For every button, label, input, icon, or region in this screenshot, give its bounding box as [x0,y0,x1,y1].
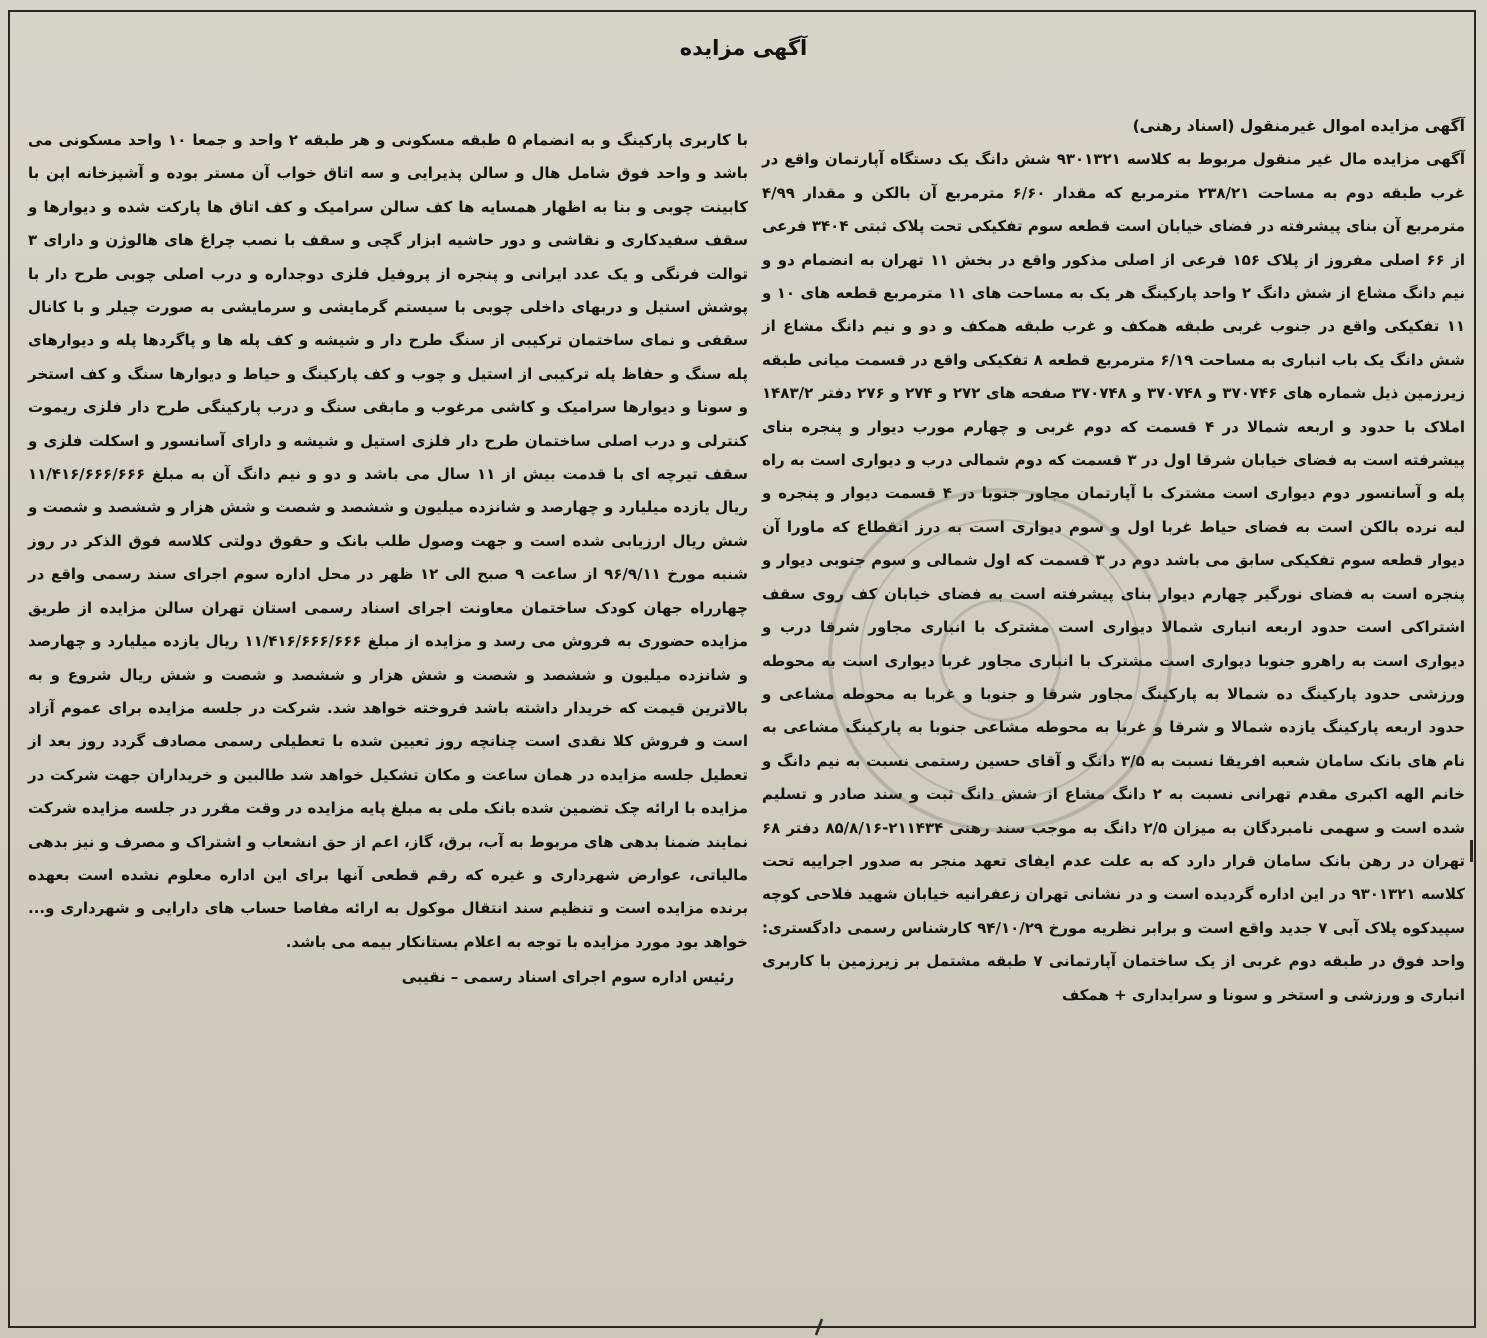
left-column [28,124,748,995]
right-column [762,110,1465,1012]
left-column-text: با کاربری پارکینگ و به انضمام ۵ طبقه مسکونی و هر طبقه ۲ واحد و جمعا ۱۰ واحد مسکونی می باشد و واحد فوق شامل هال و سالن پذیرایی و سه اتاق خواب آن مستر بوده و آشپزخانه اپن با کابینت چوبی و بنا به اظهار همسایه ها کف سالن سرامیک و کف اتاق ها پارکت شده و دیوارها و سقف سفیدکاری و نقاشی و دور حاشیه ابزار گچی و سقف با نصب چراغ های هالوژن و دارای ۳ توالت فرنگی و یک عدد ایرانی و پنجره از پروفیل فلزی دوجداره و درب اصلی چوبی طرح دار با پوشش استیل و دربهای داخلی چوبی با سیستم گرمایشی و سرمایشی به صورت چیلر و با کانال سقفی و نمای ساختمان ترکیبی از سنگ طرح دار و شیشه و کف پله ها و پاگردها پله و دیوارهای پله سنگ و حفاظ پله ترکیبی از استیل و چوب و کف پارکینگ و حیاط و دیوارها سنگ و کف استخر و سونا و دیوارها سرامیک و کاشی مرغوب و مابقی سنگ و درب پارکینگی طرح دار فلزی ریموت کنترلی و درب اصلی ساختمان طرح دار فلزی استیل و شیشه و دارای آسانسور و اسکلت فلزی و سقف تیرچه ای با قدمت بیش از ۱۱ سال می باشد و دو و نیم دانگ آن به مبلغ ۱۱/۴۱۶/۶۶۶/۶۶۶ ریال یازده میلیارد و چهارصد و شانزده میلیون و ششصد و شصت و شش هزار و ششصد و شصت و شش ریال ارزیابی شده است و جهت وصول طلب بانک و حقوق دولتی کلاسه فوق الذکر در روز شنبه مورخ ۹۶/۹/۱۱ از ساعت ۹ صبح الی ۱۲ ظهر در محل اداره سوم اجرای سند رسمی واقع در چهارراه جهان کودک ساختمان معاونت اجرای اسناد رسمی استان تهران سالن مزایده از طریق مزایده حضوری به فروش می رسد و مزایده از مبلغ ۱۱/۴۱۶/۶۶۶/۶۶۶ ریال یازده میلیارد و چهارصد و شانزده میلیون و ششصد و شصت و شش هزار و ششصد و شصت و شش ریال شروع و به بالاترین قیمت که خریدار داشته باشد فروخته خواهد شد. شرکت در جلسه مزایده برای عموم آزاد است و فروش کلا نقدی است چنانچه روز تعیین شده با تعطیلی رسمی مصادف گردد روز بعد از تعطیل جلسه مزایده در همان ساعت و مکان تشکیل خواهد شد طالبین و خریداران جهت شرکت در مزایده با ارائه چک تضمین شده بانک ملی به مبلغ پایه مزایده در وقت مقرر در جلسه مزایده شرکت نمایند ضمنا بدهی های مربوط به آب، برق، گاز، اعم از حق انشعاب و اشتراک و مصرف و نیز بدهی مالیاتی، عوارض شهرداری و غیره که رقم قطعی آنها برای این اداره معلوم نشده است بعهده برنده مزایده است و تنظیم سند انتقال موکول به ارائه مفاصا حساب های دارایی و شهرداری و... خواهد بود مورد مزایده با توجه به اعلام بستانکار بیمه می باشد. [28,131,749,951]
signature-line: رئیس اداره سوم اجرای اسناد رسمی – نقیبی [401,968,734,987]
margin-tick-mark [1470,840,1473,862]
pen-stroke-mark [812,1318,826,1336]
notice-title: آگهی مزایده [679,36,808,60]
right-column-text: آگهی مزایده مال غیر منقول مربوط به کلاسه ۹۳۰۱۳۲۱ شش دانگ یک دستگاه آپارتمان واقع در غرب طبقه دوم به مساحت ۲۳۸/۲۱ مترمربع که مقدار ۶/۶۰ مترمربع آن بالکن و مقدار ۴/۹۹ مترمربع آن بنای پیشرفته در فضای خیابان است قطعه سوم تفکیکی تحت پلاک ثبتی ۳۴۰۴ فرعی از ۶۶ اصلی مفروز از پلاک ۱۵۶ فرعی از اصلی مذکور واقع در بخش ۱۱ تهران به انضمام دو و نیم دانگ مشاع از شش دانگ ۲ واحد پارکینگ هر یک به مساحت های ۱۱ مترمربع قطعه های ۱۰ و ۱۱ تفکیکی واقع در جنوب غربی طبقه همکف و غرب طبقه همکف و دو و نیم دانگ مشاع از شش دانگ یک باب انباری به مساحت ۶/۱۹ مترمربع قطعه ۸ تفکیکی واقع در قسمت میانی طبقه زیرزمین ذیل شماره های ۳۷۰۷۴۶ و ۳۷۰۷۴۸ و ۳۷۰۷۴۸ صفحه های ۲۷۲ و ۲۷۴ و ۲۷۶ دفتر ۱۴۸۳/۲ املاک با حدود و اربعه شمالا در ۴ قسمت که دوم غربی و چهارم مورب دیوار و پنجره بنای پیشرفته است به فضای خیابان شرقا اول در ۳ قسمت که دوم شمالی درب و دیواری است به راه پله و آسانسور دوم دیواری است مشترک با آپارتمان مجاور جنوبا در ۴ قسمت دیوار و پنجره و لبه نرده بالکن است به فضای حیاط غربا اول و سوم دیواری است به درز انقطاع که ماورا آن دیوار قطعه سوم تفکیکی سابق می باشد دوم در ۳ قسمت که اول شمالی و سوم جنوبی دیوار و پنجره است به فضای نورگیر چهارم دیوار بنای پیشرفته است به فضای خیابان کف روی سقف اشتراکی است حدود اربعه انباری شمالا دیواری است مشترک با انباری مجاور شرقا درب و دیواری است به راهرو جنوبا دیواری است مشترک با انباری مجاور غربا دیواری است به محوطه ورزشی حدود پارکینگ ده شمالا به پارکینگ مجاور شرقا و جنوبا و غربا به محوطه مشاعی و حدود اربعه پارکینگ یازده شمالا و شرقا و غربا به محوطه مشاعی جنوبا به پارکینگ مشاعی به نام های بانک سامان شعبه افریقا نسبت به ۳/۵ دانگ و آقای حسین رستمی نسبت به نیم دانگ و خانم الهه اکبری مقدم تهرانی نسبت به ۲ دانگ مشاع از شش دانگ ثبت و سند صادر و تسلیم شده است و سهمی نامبردگان به میزان ۲/۵ دانگ به موجب سند رهنی ۲۱۱۴۳۴-۸۵/۸/۱۶ دفتر ۶۸ تهران در رهن بانک سامان قرار دارد که به علت عدم ایفای تعهد منجر به صدور اجراییه تحت کلاسه ۹۳۰۱۳۲۱ در این اداره گردیده است و در نشانی تهران زعفرانیه خیابان شهید فلاحی کوچه سپیدکوه پلاک آبی ۷ جدید واقع است و برابر نظریه مورخ ۹۴/۱۰/۲۹ کارشناس رسمی دادگستری: واحد فوق در طبقه دوم غربی از یک ساختمان آپارتمانی ۷ طبقه مشتمل بر زیرزمین با کاربری انباری و ورزشی و استخر و سونا و سرایداری + همکف [762,150,1466,1004]
notice-subheading: آگهی مزایده اموال غیرمنقول (اسناد رهنی) [1132,117,1465,135]
